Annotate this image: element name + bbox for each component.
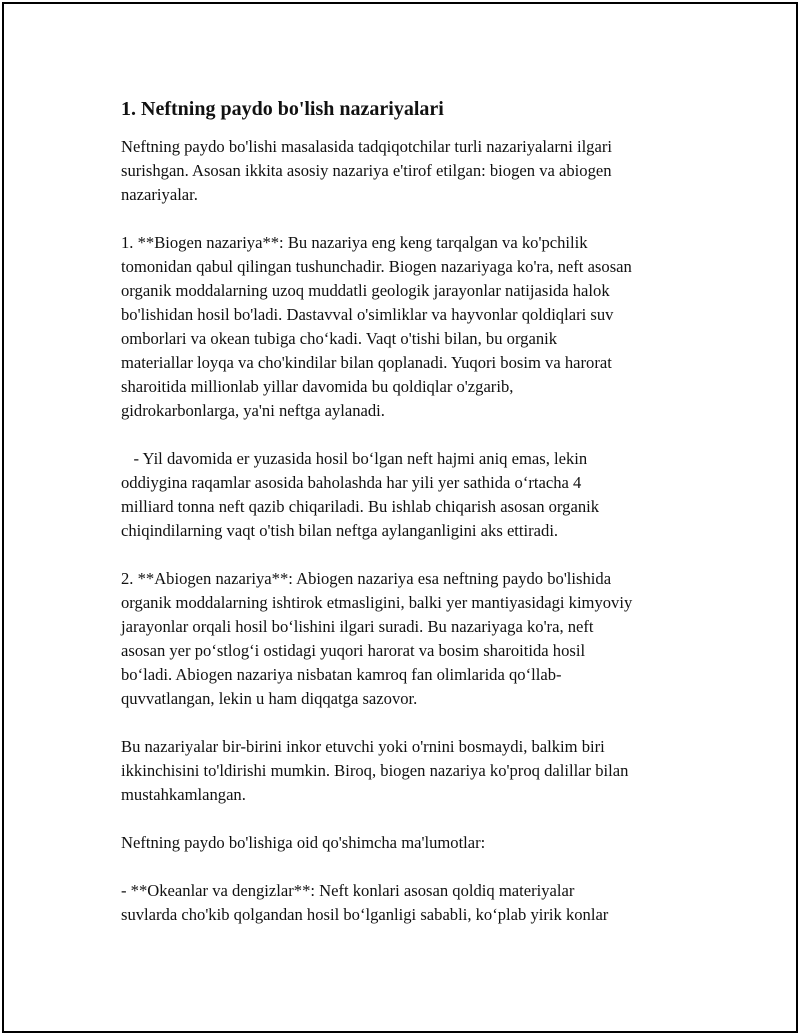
- text-line: - **Okeanlar va dengizlar**: Neft konlari asosan qoldiq materiyalar: [121, 881, 575, 900]
- text-line: chiqindilarning vaqt o'tish bilan neftga aylanganligini aks ettiradi.: [121, 521, 559, 540]
- paragraph: [121, 447, 681, 543]
- text-line: Bu nazariyalar bir-birini inkor etuvchi yoki o'rnini bosmaydi, balkim biri: [121, 737, 605, 756]
- paragraph: [121, 735, 681, 807]
- text-line: jarayonlar orqali hosil bo‘lishini ilgari suradi. Bu nazariyaga ko'ra, neft: [121, 617, 594, 636]
- paragraph: [121, 231, 681, 423]
- text-line: oddiygina raqamlar asosida baholashda har yili yer sathida o‘rtacha 4: [121, 473, 582, 492]
- text-line: organik moddalarning ishtirok etmasligini, balki yer mantiyasidagi kimyoviy: [121, 593, 633, 612]
- text-line: sharoitida millionlab yillar davomida bu qoldiqlar o'zgarib,: [121, 377, 514, 396]
- text-line: surishgan. Asosan ikkita asosiy nazariya e'tirof etilgan: biogen va abiogen: [121, 161, 612, 180]
- document-page: [2, 2, 798, 1033]
- text-line: asosan yer po‘stlog‘i ostidagi yuqori harorat va bosim sharoitida hosil: [121, 641, 586, 660]
- text-line: 1. **Biogen nazariya**: Bu nazariya eng keng tarqalgan va ko'pchilik: [121, 233, 588, 252]
- text-line: gidrokarbonlarga, ya'ni neftga aylanadi.: [121, 401, 385, 420]
- document-content: [121, 95, 681, 951]
- document-title: 1. Neftning paydo bo'lish nazariyalari: [121, 98, 444, 120]
- text-line: omborlari va okean tubiga cho‘kadi. Vaqt o'tishi bilan, bu organik: [121, 329, 558, 348]
- text-line: bo‘ladi. Abiogen nazariya nisbatan kamroq fan olimlarida qo‘llab-: [121, 665, 562, 684]
- text-line: Neftning paydo bo'lishiga oid qo'shimcha ma'lumotlar:: [121, 833, 486, 852]
- text-line: 2. **Abiogen nazariya**: Abiogen nazariya esa neftning paydo bo'lishida: [121, 569, 612, 588]
- text-line: tomonidan qabul qilingan tushunchadir. Biogen nazariyaga ko'ra, neft asosan: [121, 257, 632, 276]
- paragraph: [121, 135, 681, 207]
- text-line: Neftning paydo bo'lishi masalasida tadqiqotchilar turli nazariyalarni ilgari: [121, 137, 612, 156]
- paragraph: [121, 567, 681, 711]
- text-line: bo'lishidan hosil bo'ladi. Dastavval o'simliklar va hayvonlar qoldiqlari suv: [121, 305, 614, 324]
- text-line: mustahkamlangan.: [121, 785, 246, 804]
- paragraph-list: [121, 135, 681, 927]
- text-line: quvvatlangan, lekin u ham diqqatga sazovor.: [121, 689, 418, 708]
- text-line: nazariyalar.: [121, 185, 198, 204]
- text-line: ikkinchisini to'ldirishi mumkin. Biroq, biogen nazariya ko'proq dalillar bilan: [121, 761, 629, 780]
- text-line: milliard tonna neft qazib chiqariladi. Bu ishlab chiqarish asosan organik: [121, 497, 600, 516]
- paragraph: [121, 879, 681, 927]
- text-line: - Yil davomida er yuzasida hosil bo‘lgan neft hajmi aniq emas, lekin: [121, 449, 588, 468]
- paragraph: [121, 831, 681, 855]
- text-line: organik moddalarning uzoq muddatli geologik jarayonlar natijasida halok: [121, 281, 610, 300]
- text-line: materiallar loyqa va cho'kindilar bilan qoplanadi. Yuqori bosim va harorat: [121, 353, 612, 372]
- text-line: suvlarda cho'kib qolgandan hosil bo‘lganligi sababli, ko‘plab yirik konlar: [121, 905, 609, 924]
